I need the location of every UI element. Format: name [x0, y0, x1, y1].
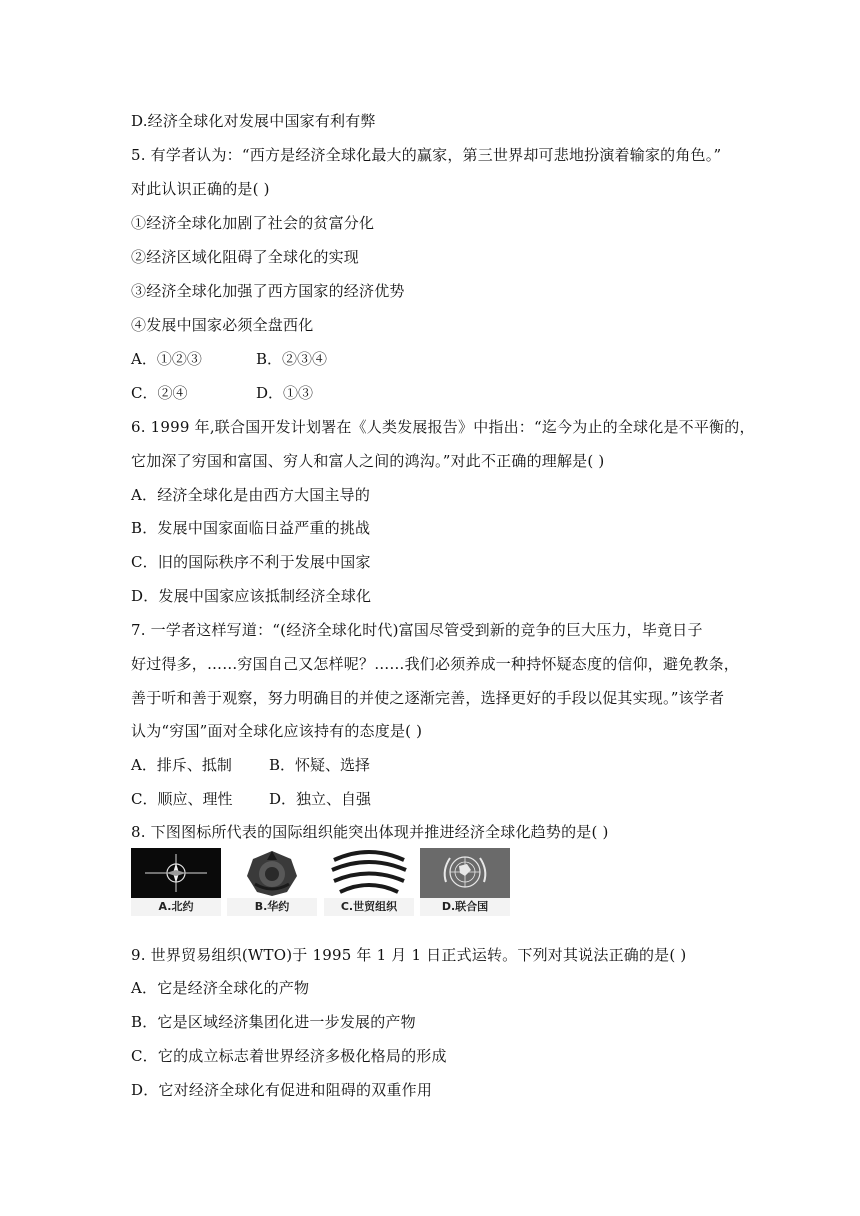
q6-option-d: D．发展中国家应该抵制经济全球化: [131, 587, 372, 605]
q5-stem-line-1: 5. 有学者认为：“西方是经济全球化最大的赢家，第三世界却可悲地扮演着输家的角色。”: [131, 146, 722, 164]
un-emblem-icon: [420, 848, 510, 898]
q8-logo-c-caption: C.世贸组织: [324, 898, 414, 916]
q5-option-a: A．①②③: [131, 350, 202, 368]
warsaw-pact-emblem-icon: [227, 848, 317, 898]
q5-item-2: ②经济区域化阻碍了全球化的实现: [131, 248, 360, 266]
nato-compass-icon: [131, 848, 221, 898]
q5-options-row-1: [131, 349, 327, 369]
q5-option-c: C．②④: [131, 384, 188, 402]
q5-item-1: ①经济全球化加剧了社会的贫富分化: [131, 214, 375, 232]
q8-logo-d: [420, 848, 510, 916]
q5-options-row-2: [131, 383, 313, 403]
q7-stem-line-3: 善于听和善于观察，努力明确目的并使之逐渐完善，选择更好的手段以促其实现。”该学者: [131, 689, 725, 707]
q5-item-3: ③经济全球化加强了西方国家的经济优势: [131, 282, 405, 300]
q8-logo-b-caption: B.华约: [227, 898, 317, 916]
q6-stem-line-2: 它加深了穷国和富国、穷人和富人之间的鸿沟。”对此不正确的理解是( ): [131, 452, 605, 470]
q6-option-c: C．旧的国际秩序不利于发展中国家: [131, 553, 371, 571]
q9-stem: 9. 世界贸易组织(WTO)于 1995 年 1 月 1 日正式运转。下列对其说法正确的是( ): [131, 946, 687, 964]
q8-logo-a: [131, 848, 221, 916]
q7-option-a: A．排斥、抵制: [131, 756, 232, 774]
q6-option-a: A．经济全球化是由西方大国主导的: [131, 486, 371, 504]
q7-stem-line-4: 认为“穷国”面对全球化应该持有的态度是( ): [131, 722, 423, 740]
q5-stem-line-2: 对此认识正确的是( ): [131, 180, 270, 198]
q7-option-b: B．怀疑、选择: [269, 756, 371, 774]
q8-logo-a-caption: A.北约: [131, 898, 221, 916]
q8-logo-b: [227, 848, 317, 916]
q7-stem-line-2: 好过得多，……穷国自己又怎样呢？……我们必须养成一种持怀疑态度的信仰，避免教条，: [131, 655, 740, 673]
q9-option-d: D．它对经济全球化有促进和阻碍的双重作用: [131, 1081, 433, 1099]
q7-stem-line-1: 7. 一学者这样写道：“(经济全球化时代)富国尽管受到新的竞争的巨大压力，毕竟日子: [131, 621, 703, 639]
q6-option-b: B．发展中国家面临日益严重的挑战: [131, 519, 371, 537]
q9-option-a: A．它是经济全球化的产物: [131, 979, 310, 997]
q7-option-c: C．顺应、理性: [131, 790, 233, 808]
q7-option-d: D．独立、自强: [269, 790, 372, 808]
wto-logo-icon: [324, 848, 414, 898]
q8-logo-c: [324, 848, 414, 916]
q7-options-row-2: [131, 789, 371, 809]
q5-item-4: ④发展中国家必须全盘西化: [131, 316, 314, 334]
q9-option-b: B．它是区域经济集团化进一步发展的产物: [131, 1013, 416, 1031]
q8-stem: 8. 下图图标所代表的国际组织能突出体现并推进经济全球化趋势的是( ): [131, 823, 609, 841]
q7-options-row-1: [131, 755, 370, 775]
q8-logo-d-caption: D.联合国: [420, 898, 510, 916]
q4-option-d: D.经济全球化对发展中国家有利有弊: [131, 112, 376, 130]
q5-option-d: D．①③: [256, 384, 314, 402]
q6-stem-line-1: 6. 1999 年,联合国开发计划署在《人类发展报告》中指出：“迄今为止的全球化是不平衡的，: [131, 418, 755, 436]
q5-option-b: B．②③④: [256, 350, 328, 368]
q9-option-c: C．它的成立标志着世界经济多极化格局的形成: [131, 1047, 447, 1065]
